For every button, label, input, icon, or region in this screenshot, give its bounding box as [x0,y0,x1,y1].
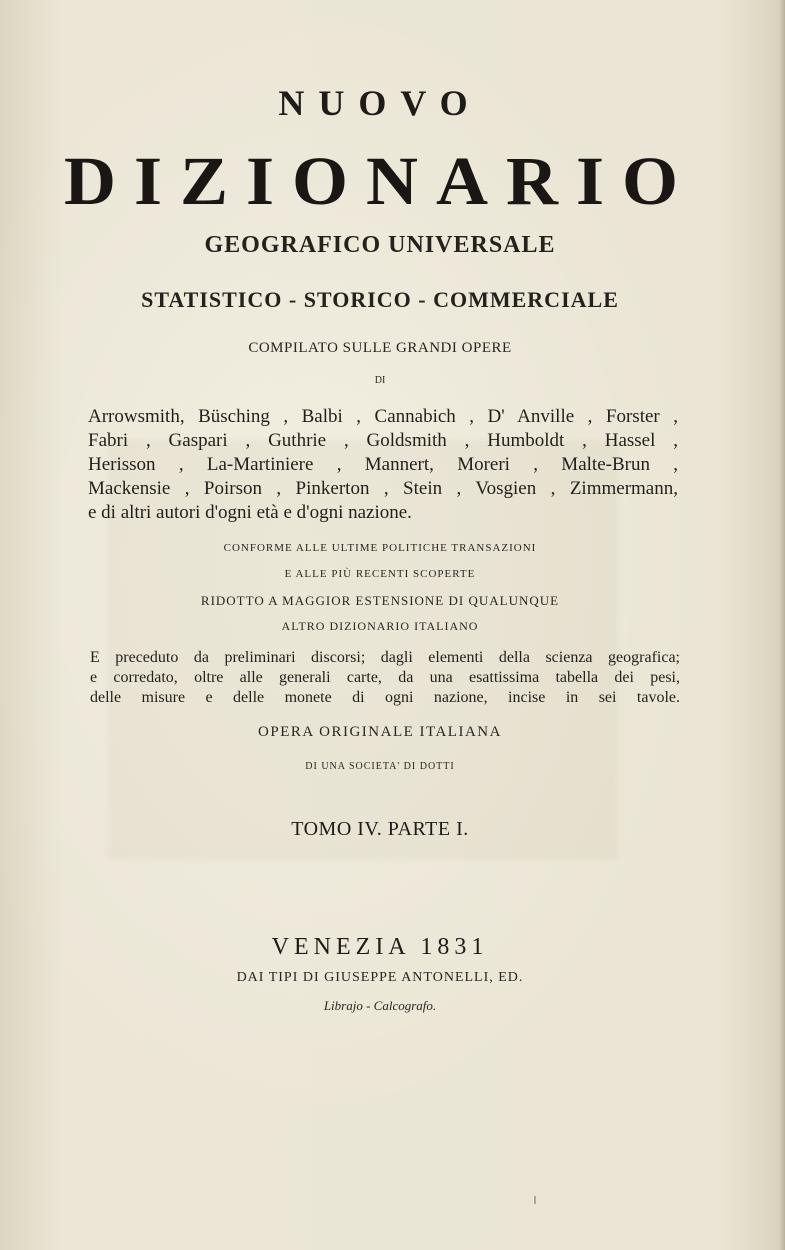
page-edge-shadow [779,0,785,1250]
line-ridotto: RIDOTTO A MAGGIOR ESTENSIONE DI QUALUNQUE [200,593,560,608]
imprint-librajo: Librajo - Calcografo. [323,998,437,1013]
volume-label: TOMO IV. PARTE I. [291,818,469,840]
preceduto-line: delle misure e delle monete di ogni nazione, incise in sei tavole. [90,689,680,706]
heading-nuovo: NUOVO [278,83,482,123]
preceduto-line: e corredato, oltre alle generali carte, da una esattissima tabella dei pesi, [90,669,680,686]
line-compilato: COMPILATO SULLE GRANDI OPERE [248,340,512,356]
imprint-place-year: VENEZIA 1831 [271,934,489,960]
line-opera: OPERA ORIGINALE ITALIANA [258,724,502,740]
imprint-printer: DAI TIPI DI GIUSEPPE ANTONELLI, ED. [236,970,524,985]
paper-speck [534,1196,536,1204]
line-recenti: E ALLE PIÙ RECENTI SCOPERTE [284,568,476,580]
subtitle-statistico: STATISTICO - STORICO - COMMERCIALE [141,287,619,312]
authors-line: Mackensie , Poirson , Pinkerton , Stein , Vosgien , Zimmermann, [88,478,678,499]
authors-line: Arrowsmith, Büsching , Balbi , Cannabich , D' Anville , Forster , [88,406,678,427]
preceduto-paragraph [90,648,680,708]
line-di: DI [374,375,386,386]
line-altro-dizionario: ALTRO DIZIONARIO ITALIANO [281,619,479,633]
authors-line: Herisson , La-Martiniere , Mannert, Moreri , Malte-Brun , [88,454,678,475]
subtitle-geografico: GEOGRAFICO UNIVERSALE [204,232,556,258]
authors-line: e di altri autori d'ogni età e d'ogni nazione. [88,502,412,523]
line-societa: DI UNA SOCIETA' DI DOTTI [305,761,455,772]
line-conforme: CONFORME ALLE ULTIME POLITICHE TRANSAZIONI [223,542,537,554]
authors-list [88,405,678,525]
heading-dizionario: DIZIONARIO [63,143,697,220]
preceduto-line: E preceduto da preliminari discorsi; dagli elementi della scienza geografica; [90,649,680,666]
authors-line: Fabri , Gaspari , Guthrie , Goldsmith , Humboldt , Hassel , [88,430,678,451]
